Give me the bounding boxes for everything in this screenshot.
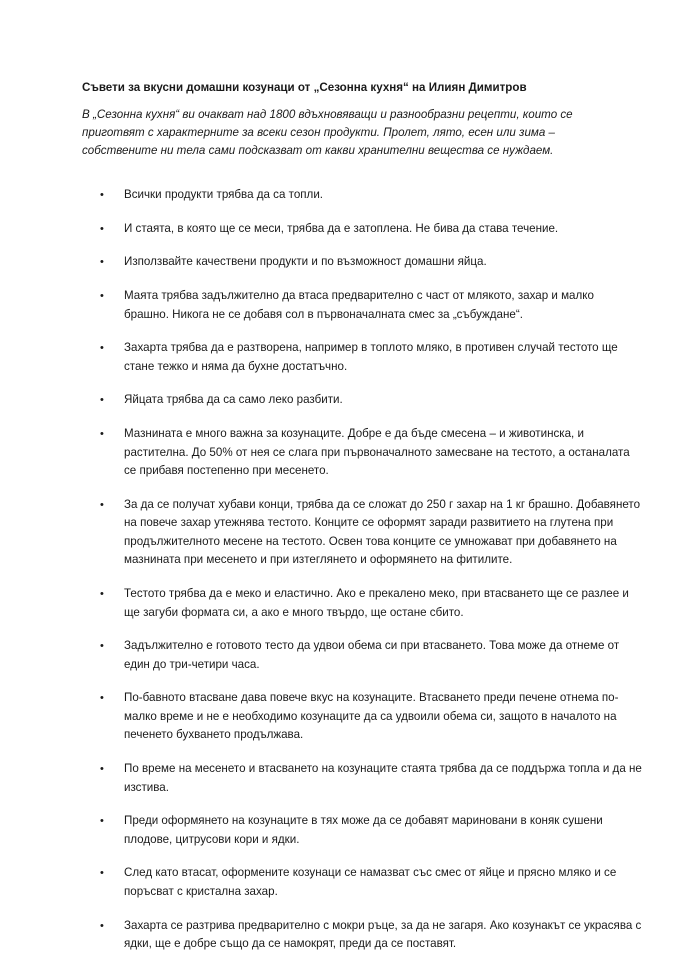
tip-text: По-бавното втасване дава повече вкус на козунаците. Втасването преди печене отнема по-малко време и не е необходимо козунаците да са удвоили обема си, защото в началото на печенето бухването продължава. [124, 691, 619, 742]
tip-list-item [82, 917, 642, 954]
bullet-icon: • [100, 428, 104, 441]
bullet-icon: • [100, 763, 104, 776]
tip-list-item [82, 186, 642, 205]
bullet-icon: • [100, 498, 104, 511]
bullet-icon: • [100, 692, 104, 705]
document-intro: В „Сезонна кухня“ ви очакват над 1800 вдъхновяващи и разнообразни рецепти, които се приготвят с характерните за всеки сезон продукти. Пролет, лято, есен или зима – собствените ни тела сами подсказват от какви хранителни вещества се нуждаем. [82, 108, 573, 157]
tip-text: Използвайте качествени продукти и по възможност домашни яйца. [124, 255, 487, 269]
tip-text: За да се получат хубави конци, трябва да се сложат до 250 г захар на 1 кг брашно. Добавянето на повече захар утежнява тестото. Конците се оформят заради развитието на глутена при продължителното месене на тестото. Освен това конците се умножават при добавянето на мазнината при месенето и при изтеглянето и оформянето на фитилите. [124, 497, 641, 567]
tip-text: Преди оформянето на козунаците в тях може да се добавят мариновани в коняк сушени плодове, цитрусови кори и ядки. [124, 814, 603, 846]
bullet-icon: • [100, 222, 104, 235]
tip-list-item [82, 220, 642, 239]
bullet-icon: • [100, 342, 104, 355]
tip-text: Тестото трябва да е меко и еластично. Ако е прекалено меко, при втасването ще се разлее и ще загуби формата си, а ако е много твърдо, ще остане сбито. [124, 587, 629, 619]
tip-list-item [82, 864, 642, 901]
tip-list-item [82, 637, 642, 674]
tip-list-item [82, 585, 642, 622]
tip-text: И стаята, в която ще се меси, трябва да е затоплена. Не бива да става течение. [124, 221, 559, 235]
tip-text: След като втасат, оформените козунаци се намазват със смес от яйце и прясно мляко и се поръсват с кристална захар. [124, 866, 617, 898]
tip-text: По време на месенето и втасването на козунаците стаята трябва да се поддържа топла и да не изстива. [124, 762, 642, 794]
tip-text: Яйцата трябва да са само леко разбити. [124, 393, 343, 407]
bullet-icon: • [100, 919, 104, 932]
bullet-icon: • [100, 394, 104, 407]
tip-list-item [82, 760, 642, 797]
tips-list [82, 186, 642, 969]
bullet-icon: • [100, 189, 104, 201]
tip-text: Всички продукти трябва да са топли. [124, 188, 324, 201]
tip-list-item [82, 812, 642, 849]
bullet-icon: • [100, 867, 104, 880]
tip-text: Задължително е готовото тесто да удвои обема си при втасването. Това може да отнеме от един до три-четири часа. [124, 639, 620, 671]
tip-list-item [82, 339, 642, 376]
tip-list-item [82, 253, 642, 272]
document-title: Съвети за вкусни домашни козунаци от „Сезонна кухня“ на Илиян Димитров [82, 81, 527, 94]
tip-list-item [82, 689, 642, 745]
bullet-icon: • [100, 588, 104, 600]
bullet-icon: • [100, 815, 104, 828]
tip-text: Маята трябва задължително да втаса предварително с част от млякото, захар и малко брашно. Никога не се добавя сол в първоначалната смес за „събуждане“. [124, 289, 594, 321]
tip-list-item [82, 287, 642, 324]
tip-text: Захарта се разтрива предварително с мокри ръце, за да не загаря. Ако козунакът се украсява с ядки, ще е добре също да се намокрят, преди да се поставят. [124, 918, 642, 951]
tip-list-item [82, 425, 642, 481]
bullet-icon: • [100, 640, 104, 653]
tip-text: Мазнината е много важна за козунаците. Добре е да бъде смесена – и животинска, и растителна. До 50% от нея се слага при първоначалното замесване на тестото, а останалата се прибавя постепенно при месенето. [124, 427, 630, 478]
tip-list-item [82, 391, 642, 410]
bullet-icon: • [100, 290, 104, 303]
tip-list-item [82, 496, 642, 570]
bullet-icon: • [100, 256, 104, 269]
tip-text: Захарта трябва да е разтворена, например в топлото мляко, в противен случай тестото ще стане тежко и няма да бухне достатъчно. [124, 341, 618, 373]
